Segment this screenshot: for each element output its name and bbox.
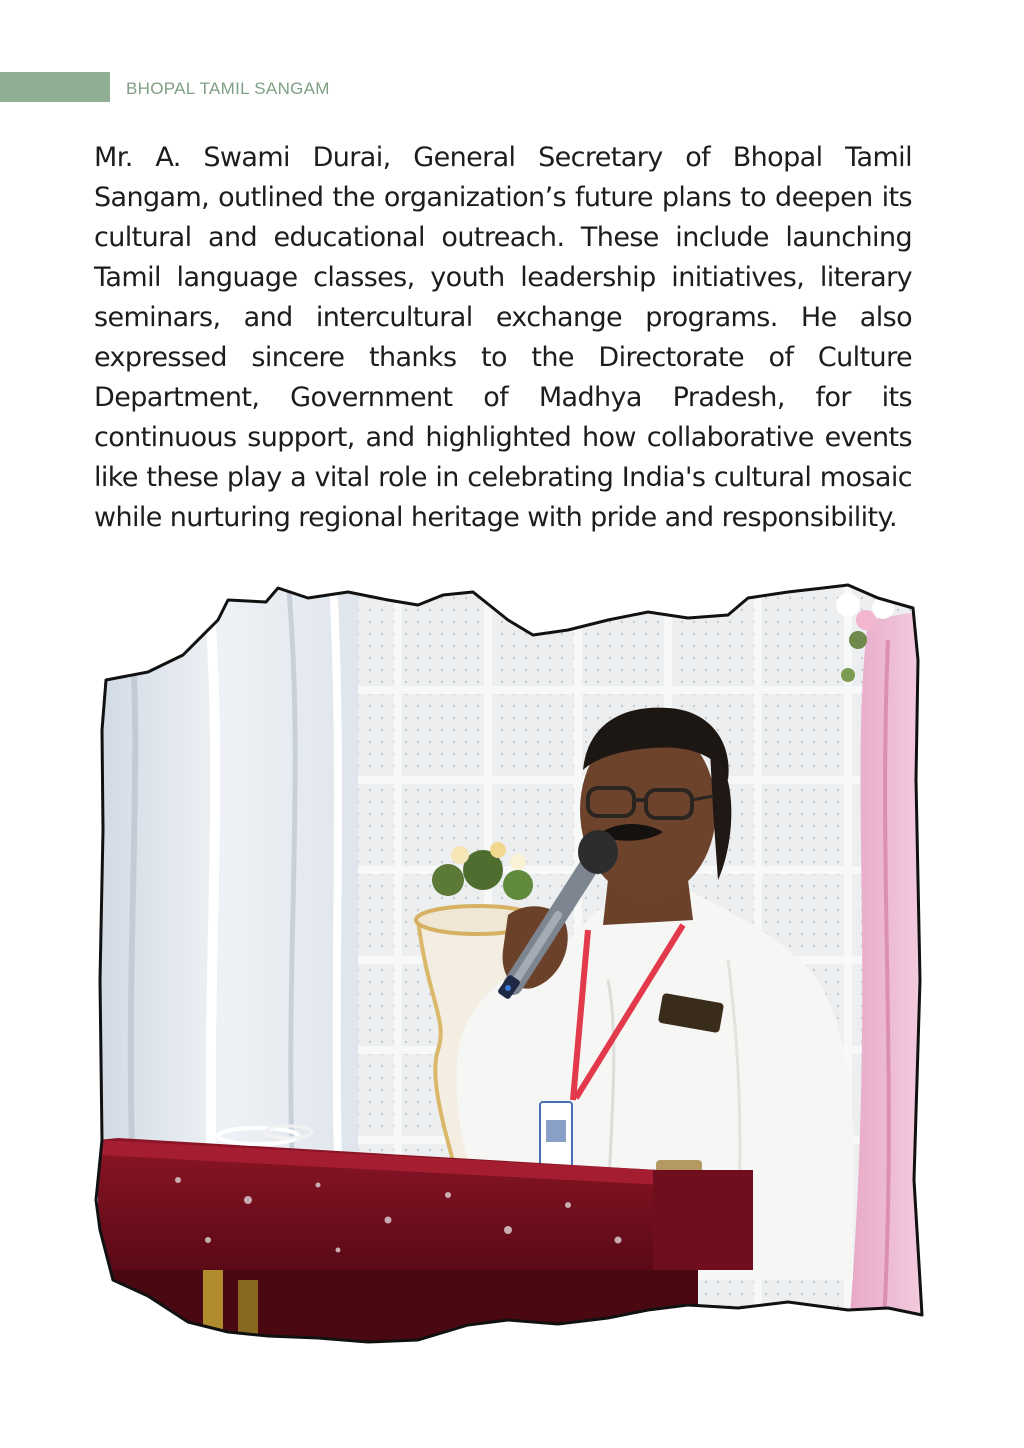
speaker-photo (88, 580, 928, 1350)
header-title: BHOPAL TAMIL SANGAM (126, 79, 330, 98)
speaker-photo-illustration (88, 580, 928, 1350)
article-paragraph: Mr. A. Swami Durai, General Secretary of Bhopal Tamil Sangam, outlined the organization’s future plans to deepen its cultural and educational outreach. These include launching Tamil language classes, youth leadership initiatives, literary seminars, and intercultural exchange programs. He also expressed sincere thanks to the Directorate of Culture Department, Government of Madhya Pradesh, for its continuous support, and highlighted how collaborative events like these play a vital role in celebrating India's cultural mosaic while nurturing regional heritage with pride and responsibility. (94, 142, 912, 533)
header-accent-bar (0, 72, 110, 102)
